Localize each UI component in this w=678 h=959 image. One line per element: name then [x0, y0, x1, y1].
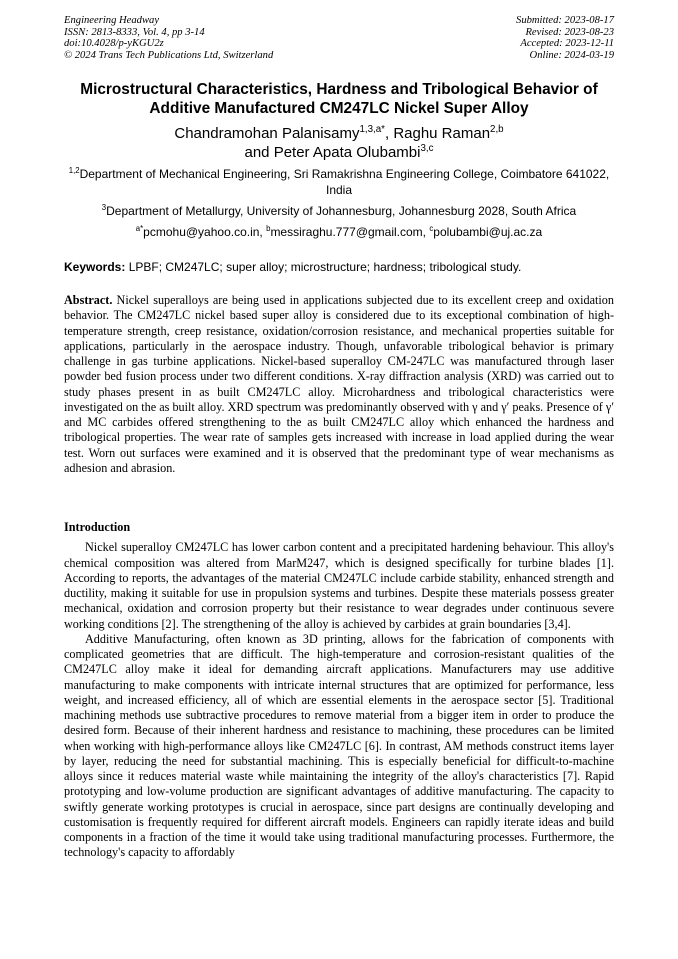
keywords-text: LPBF; CM247LC; super alloy; microstructure; hardness; tribological study.	[125, 260, 522, 274]
abstract-text: Nickel superalloys are being used in applications subjected due to its excellent creep and oxidation behavior. The CM247LC nickel based super alloy is considered due to its exceptional combination of high-temperature strength, creep resistance, oxidation/corrosion resistance, and mechanical properties suitable for applications, particularly in the aerospace industry. Though, unfavorable tribological behavior is primary challenge in gas turbine applications. Nickel-based superalloy CM-247LC was manufactured through laser powder bed fusion process under two different conditions. X-ray diffraction analysis (XRD) was carried out to study phases present in as built CM247LC alloy. Microhardness and tribological characteristics were investigated on the as built alloy. XRD spectrum was predominantly observed with γ and γ′ peaks. Presence of γ′ and MC carbides offered strengthening to the as built CM247LC alloy which enhanced the hardness and tribological properties. The wear rate of samples gets increased with increase in load applied during the wear test. Worn out surfaces were examined and it is observed that the predominant type of wear mechanisms as adhesion and abrasion.	[64, 293, 614, 475]
submitted-date: Submitted: 2023-08-17	[516, 15, 614, 26]
copyright: © 2024 Trans Tech Publications Ltd, Switzerland	[64, 49, 274, 61]
email-link[interactable]: messiraghu.777@gmail.com,	[270, 225, 430, 239]
keywords	[64, 260, 521, 275]
journal-name: Engineering Headway	[64, 15, 160, 26]
publication-dates	[516, 15, 614, 61]
accepted-date: Accepted: 2023-12-11	[520, 38, 614, 50]
journal-info	[64, 15, 273, 61]
abstract	[64, 293, 614, 476]
introduction-section	[64, 520, 614, 861]
emails	[64, 225, 614, 241]
paper-title	[40, 80, 638, 118]
aff-sup: 3	[101, 203, 107, 212]
issn-volume: ISSN: 2813-8333, Vol. 4, pp 3-14	[64, 26, 205, 38]
author-sup: 3,c	[420, 143, 434, 154]
author-sup: 1,3,a*	[359, 124, 385, 135]
keywords-label: Keywords:	[64, 260, 126, 274]
affiliation-1	[64, 167, 614, 198]
aff-text: Department of Mechanical Engineering, Sri Ramakrishna Engineering College, Coimbatore 641022, India	[79, 167, 610, 197]
abstract-label: Abstract.	[64, 293, 113, 307]
email-sup: a*	[135, 224, 144, 233]
conjunction: and	[244, 144, 274, 161]
paragraph: Additive Manufacturing, often known as 3D printing, allows for the fabrication of components with complicated geometries that are difficult. The high-temperature and corrosion-resistant qualities of the CM247LC alloy make it ideal for demanding aircraft applications. Manufacturers may use additive manufacturing to make components with intricate internal structures that are optimized for performance, less weight, and increased efficiency, all of which are essential elements in the aerospace sector [5]. Traditional machining methods use subtractive procedures to remove material from a bigger item in order to produce the desired form. Because of their inherent hardness and resistance to machining, these procedures can be limited when working with high-performance alloys like CM247LC [6]. In contrast, AM methods construct items layer by layer, reducing the need for substantial machining. This is especially beneficial for difficult-to-machine alloys since it reduces material waste while maintaining the integrity of the alloy's characteristics [7]. Rapid prototyping and low-volume production are significant advantages of additive manufacturing. The capacity to swiftly generate working prototypes is crucial in aerospace, since part designs are continually developing and customisation is frequently required for different aircraft models. Engineers can rapidly iterate ideas and build components in a fraction of the time it would take using traditional manufacturing processes. Furthermore, the technology's capacity to affordably	[64, 631, 614, 860]
author-sup: 2,b	[490, 124, 504, 135]
email-link[interactable]: pcmohu@yahoo.co.in,	[143, 225, 267, 239]
author-list	[40, 124, 638, 162]
author: Chandramohan Palanisamy	[174, 125, 360, 142]
author: Raghu Raman	[393, 125, 491, 142]
affiliation-2	[64, 204, 614, 220]
section-heading: Introduction	[64, 520, 131, 534]
title-line: Microstructural Characteristics, Hardness and Tribological Behavior of	[80, 81, 598, 98]
online-date: Online: 2024-03-19	[529, 49, 614, 61]
title-line: Additive Manufactured CM247LC Nickel Super Alloy	[149, 100, 529, 117]
email-link[interactable]: polubambi@uj.ac.za	[433, 225, 543, 239]
email-sup: c	[429, 224, 434, 233]
revised-date: Revised: 2023-08-23	[525, 26, 614, 38]
email-sup: b	[266, 224, 271, 233]
aff-text: Department of Metallurgy, University of Johannesburg, Johannesburg 2028, South Africa	[106, 204, 577, 218]
author: Peter Apata Olubambi	[273, 144, 421, 161]
doi: doi:10.4028/p-yKGU2z	[64, 38, 164, 50]
aff-sup: 1,2	[68, 166, 80, 175]
separator: ,	[384, 125, 394, 142]
paragraph: Nickel superalloy CM247LC has lower carbon content and a precipitated hardening behaviour. This alloy's chemical composition was altered from MarM247, which is designed specifically for turbine blades [1]. According to reports, the advantages of the material CM247LC include carbide stability, enhanced strength and ductility, making it suitable for use in propulsion systems and turbines. Despite these materials possess greater mechanical, oxidation and corrosion property but their resistance to wear degrades under continuous severe working conditions [2]. The strengthening of the alloy is achieved by carbides at grain boundaries [3,4].	[64, 540, 614, 631]
